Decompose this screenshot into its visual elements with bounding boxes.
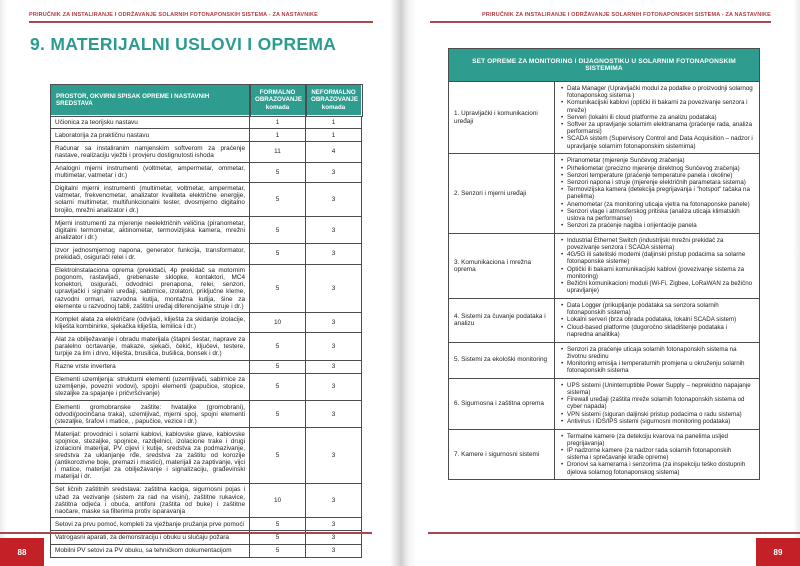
bullet-item: • UPS sistemi (Uninterruptible Power Supply – neprekidno napajanje sistema)	[561, 382, 754, 396]
bullet-item: • Cloud-based platforme (dugoročno skladištenje podataka i napredna analitika)	[561, 324, 754, 338]
equipment-items-cell	[555, 234, 759, 298]
table-row	[51, 544, 362, 557]
bullet-item: • Anemometar (za monitoring uticaja vjetra na fotonaponske panele)	[561, 201, 754, 208]
equipment-item-cell: Set ličnih zaštitnih sredstava: zaštitna kaciga, sigurnosni pojas i užad za vezivanje (sistem za rad na visini), zaštitne rukavice, zaštitna odjeća i obuća, antifoni (zaštita od buke) i zaštitne naočare, maske sa filterima protiv isparavanja	[51, 483, 250, 517]
informal-count-cell: 3	[306, 162, 362, 182]
informal-count-cell: 3	[306, 428, 362, 484]
informal-count-cell: 4	[306, 142, 362, 162]
column-header-informal-unit: komada	[321, 103, 346, 111]
equipment-item-cell: Mjerni instrumenti za mjerenje neelektričnih veličina (piranometar, digitalni termometar, aktinometar, termovizijska kamera, mrežni analizator i dr.)	[51, 217, 250, 244]
monitoring-table-body	[449, 82, 759, 479]
equipment-table	[50, 84, 362, 558]
bullet-item: • Termalne kamere (za detekciju kvarova na panelima usljed pregrijavanja)	[561, 433, 754, 447]
table-row	[449, 430, 759, 480]
equipment-item-cell: Analogni mjerni instrumenti (voltmetar, ampermetar, ommetar, multimetar, vatmetar i dr.)	[51, 162, 250, 182]
equipment-item-cell: Digitalni mjerni instrumenti (multimetar, voltmetar, ampermetar, vatmetar, frekvencmetar, analizator kvaliteta električne energije, solarni multimetar, multifunkcionalni tester, dvosmjerno digitalno brojilo, mrežni analizator i dr.)	[51, 182, 250, 216]
table-row	[51, 428, 362, 484]
table-row	[51, 142, 362, 162]
page-title: 9. MATERIJALNI USLOVI I OPREMA	[30, 34, 337, 54]
bullet-item: • Serveri (lokalni ili cloud platforme za analizu podataka)	[561, 114, 754, 121]
bullet-item: • Bežični komunikacioni moduli (Wi-Fi, Zigbee, LoRaWAN za bežično upravljanje)	[561, 280, 754, 294]
equipment-items-cell	[555, 379, 759, 429]
category-cell: 7. Kamere i sigurnosni sistemi	[449, 430, 555, 480]
column-header-informal	[306, 85, 362, 116]
informal-count-cell: 1	[306, 116, 362, 129]
bullet-item: • IP nadzorne kamere (za nadzor rada solarnih fotonaponskih sistema i sprečavanje krađe opreme)	[561, 447, 754, 461]
bullet-item: • Senzori za praćenje nagiba i orijentacije panela	[561, 222, 754, 229]
table-row	[51, 360, 362, 373]
table-header-row	[51, 85, 362, 116]
table-row	[449, 234, 759, 299]
equipment-items-cell	[555, 82, 759, 153]
bullet-item: • Komunikacijski kablovi (optički ili bakarni za povezivanje senzora i mreže)	[561, 99, 754, 113]
formal-count-cell: 5	[250, 531, 306, 544]
column-header-formal-unit: komada	[265, 103, 290, 111]
category-cell: 5. Sistemi za ekološki monitoring	[449, 343, 555, 378]
equipment-item-cell: Računar sa instaliranim namjenskim softverom za praćenje nastave, realizaciju vježbi i provjeru dostignutosti ishoda	[51, 142, 250, 162]
footer-rule	[0, 532, 372, 534]
equipment-items-cell	[555, 299, 759, 342]
informal-count-cell: 3	[306, 313, 362, 333]
equipment-items-cell	[555, 430, 759, 480]
table-row	[51, 116, 362, 129]
table-row	[449, 154, 759, 234]
bullet-item: • Senzori za praćenje uticaja solarnih fotonaponskih sistema na životnu sredinu	[561, 346, 754, 360]
bullet-item: • Termovizijska kamera (detekcija pregrijavanja i "hotspot" tačaka na panelima)	[561, 186, 754, 200]
bullet-item: • Industrial Ethernet Switch (industrijski mrežni prekidač za povezivanje senzora i SCADA sistema)	[561, 237, 754, 251]
equipment-item-cell: Elektroinstalaciona oprema (prekidači, 4p prekidač sa motornim pogonom, rastavljači, grebenaste sklopke, kontaktori, MC4 konektori, osigurači, odvodnici prenapona, relei, senzori, upravljački i signalni uređaji, sabirnice, izolatori, priključne kleme, razvodni ormari, razvodna kutija, montažna kutija, šine za elemente u razvodnoj tabli, zaštitni uređaj diferencijalne struje i dr.)	[51, 264, 250, 313]
formal-count-cell: 5	[250, 182, 306, 216]
informal-count-cell: 3	[306, 217, 362, 244]
equipment-item-cell: Elementi uzemljenja: strukturni elementi (uzemljivači, sabirnice za uzemljenje, povezni vodovi), spojni elementi (papučice, stopice, stezaljke za spajanje i pričvršćivanje)	[51, 373, 250, 400]
formal-count-cell: 1	[250, 129, 306, 142]
equipment-item-cell: Setovi za prvu pomoć, kompleti za vježbanje pružanja prve pomoći	[51, 518, 250, 531]
equipment-item-cell: Alat za obilježavanje i obradu materijala (štapni šestar, naprave za paralelno ocrtavanje, makaze, sjekači, čekić, ključevi, testere, turpije za lim i drvo, kliješta, brusilica, bušilica, bonsek i dr.)	[51, 333, 250, 360]
informal-count-cell: 3	[306, 182, 362, 216]
bullet-item: • Softver za upravljanje solarnim elektranama (praćenje rada, analiza performansi)	[561, 121, 754, 135]
bullet-item: • Senzori vlage i atmosferskog pritiska (analiza uticaja klimatskih uslova na performanse)	[561, 208, 754, 222]
bullet-item: • 4G/5G ili satelitski modemi (daljinski pristup podacima sa solarne fotonaponske sisteme)	[561, 251, 754, 265]
bullet-item: • Dronovi sa kamerama i senzorima (za inspekciju teško dostupnih djelova solarnog fotonaponskog sistema)	[561, 461, 754, 475]
running-header: PRIRUČNIK ZA INSTALIRANJE I ODRŽAVANJE SOLARNIH FOTONAPONSKIH SISTEMA - ZA NASTAVNIKE	[29, 12, 373, 23]
running-header: PRIRUČNIK ZA INSTALIRANJE I ODRŽAVANJE SOLARNIH FOTONAPONSKIH SISTEMA - ZA NASTAVNIKE	[430, 12, 771, 23]
category-cell: 1. Upravljački i komunikacioni uređaji	[449, 82, 555, 153]
informal-count-cell: 3	[306, 264, 362, 313]
table-row	[449, 82, 759, 154]
table-row	[51, 182, 362, 216]
bullet-item: • Data Manager (Upravljački modul za podatke o proizvodnji solarnog fotonaponskog sistema )	[561, 85, 754, 99]
equipment-item-cell: Elementi gromobranske zaštite: hvataljke (gromobrani), odvodi(pocinčana traka), uzemljivač, mjerni spoj, spojni elementi (stezaljke, šrafovi i matice, , papučice, vezice i dr.)	[51, 401, 250, 428]
formal-count-cell: 5	[250, 373, 306, 400]
formal-count-cell: 11	[250, 142, 306, 162]
formal-count-cell: 1	[250, 116, 306, 129]
column-header-items: PROSTOR, OKVIRNI SPISAK OPREME I NASTAVNIH SREDSTAVA	[51, 85, 250, 116]
table-row	[449, 379, 759, 430]
category-cell: 6. Sigurnosna i zaštitna oprema	[449, 379, 555, 429]
table-row	[51, 333, 362, 360]
informal-count-cell: 3	[306, 483, 362, 517]
informal-count-cell: 3	[306, 333, 362, 360]
category-cell: 2. Senzori i mjerni uređaji	[449, 154, 555, 233]
table-row	[51, 483, 362, 517]
formal-count-cell: 10	[250, 483, 306, 517]
table-row	[51, 373, 362, 400]
equipment-items-cell	[555, 343, 759, 378]
table-row	[449, 343, 759, 379]
footer-rule	[428, 532, 800, 534]
table-row	[51, 264, 362, 313]
bullet-item: • Monitoring emisija i temperaturnih promjena u okruženju solarnih fotonaponskih sistema	[561, 360, 754, 374]
equipment-item-cell: Učionica za teorijsku nastavu	[51, 116, 250, 129]
formal-count-cell: 5	[250, 217, 306, 244]
table-row	[51, 313, 362, 333]
column-header-informal-label: NEFORMALNO OBRAZOVANJE	[311, 89, 358, 104]
bullet-item: • Senzori napona i struje (mjerenje električnih parametara sistema)	[561, 179, 754, 186]
table-row	[449, 299, 759, 343]
bullet-item: • Antivirus i IDS/IPS sistemi (sigurnosni monitoring podataka)	[561, 418, 754, 425]
table-row	[51, 162, 362, 182]
table-row	[51, 518, 362, 531]
equipment-item-cell: Razne vrste invertera	[51, 360, 250, 373]
bullet-item: • Firewall uređaji (zaštita mreže solarnih fotonaponskih sistema od cyber napada)	[561, 396, 754, 410]
informal-count-cell: 3	[306, 544, 362, 557]
equipment-table-body	[51, 116, 362, 557]
bullet-item: • Optički ili bakarni komunikacijski kablovi (povezivanje sistema za monitoring)	[561, 266, 754, 280]
bullet-item: • SCADA sistem (Supervisory Control and Data Acquisition – nadzor i upravljanje solarnim fotonaponskim sistemima)	[561, 135, 754, 149]
table-row	[51, 401, 362, 428]
formal-count-cell: 5	[250, 333, 306, 360]
equipment-item-cell: Mobilni PV setovi za PV obuku, sa tehničkom dokumentacijom	[51, 544, 250, 557]
monitoring-table	[448, 48, 760, 480]
bullet-item: • Lokalni serveri (brza obrada podataka, lokalni SCADA sistem)	[561, 316, 754, 323]
informal-count-cell: 3	[306, 360, 362, 373]
table-row	[51, 217, 362, 244]
column-header-formal-label: FORMALNO OBRAZOVANJE	[255, 89, 302, 104]
monitoring-table-title: SET OPREME ZA MONITORING I DIJAGNOSTIKU U SOLARNIM FOTONAPONSKIM SISTEMIMA	[449, 49, 759, 82]
formal-count-cell: 5	[250, 544, 306, 557]
equipment-item-cell: Laboratorija za praktičnu nastavu	[51, 129, 250, 142]
category-cell: 4. Sistemi za čuvanje podataka i analizu	[449, 299, 555, 342]
formal-count-cell: 5	[250, 264, 306, 313]
table-row	[51, 129, 362, 142]
bullet-item: • Senzori temperature (praćenje temperature panela i okoline)	[561, 172, 754, 179]
formal-count-cell: 5	[250, 162, 306, 182]
page-right	[400, 0, 800, 566]
bullet-item: • Pirheliometar (precizno mjerenje direktnog Sunčevog zračenja)	[561, 165, 754, 172]
informal-count-cell: 3	[306, 401, 362, 428]
informal-count-cell: 3	[306, 244, 362, 264]
table-row	[51, 244, 362, 264]
equipment-items-cell	[555, 154, 759, 233]
equipment-item-cell: Komplet alata za električare (odvijači, kliješta za skidanje izolacije, kliješta kombinirke, sjekačka kliješta, lemilica i dr.)	[51, 313, 250, 333]
informal-count-cell: 1	[306, 129, 362, 142]
equipment-item-cell: Izvor jednosmjernog napona, generator funkcija, transformator, prekidači, osigurači relei i dr.	[51, 244, 250, 264]
column-header-formal	[250, 85, 306, 116]
informal-count-cell: 3	[306, 531, 362, 544]
bullet-item: • Piranometar (mjerenje Sunčevog zračenja)	[561, 157, 754, 164]
formal-count-cell: 5	[250, 428, 306, 484]
equipment-item-cell: Vatrogasni aparati, za demonstraciju i obuku u slučaju požara	[51, 531, 250, 544]
informal-count-cell: 3	[306, 373, 362, 400]
informal-count-cell: 3	[306, 518, 362, 531]
formal-count-cell: 10	[250, 313, 306, 333]
formal-count-cell: 5	[250, 518, 306, 531]
bullet-item: • Data Logger (prikupljanje podataka sa senzora solarnih fotonaponskih sistema)	[561, 302, 754, 316]
page-number-badge: 88	[0, 538, 44, 566]
equipment-item-cell: Materijal: provodnici i solarni kablovi, kablovske glave, kablovske spojnice, stezaljke, spojnice, razdjelnici, izolacione trake i drugi izolacioni materijal, PV cijevi i kutije, sredstva za podmazivanje, sredstva za uklanjanje rđe, sredstva za zaštitu od korozije (antikorozivne boje, premazi i mastici), materijali za zaptivanje, vijci i matice, materijal za obilježavanje i signalizaciju, građevinski materijal i dr.	[51, 428, 250, 484]
formal-count-cell: 5	[250, 244, 306, 264]
bullet-item: • VPN sistemi (siguran daljinski pristup podacima o radu sistema)	[561, 411, 754, 418]
formal-count-cell: 5	[250, 360, 306, 373]
formal-count-cell: 5	[250, 401, 306, 428]
category-cell: 3. Komunikaciona i mrežna oprema	[449, 234, 555, 298]
page-number-badge: 89	[756, 538, 800, 566]
